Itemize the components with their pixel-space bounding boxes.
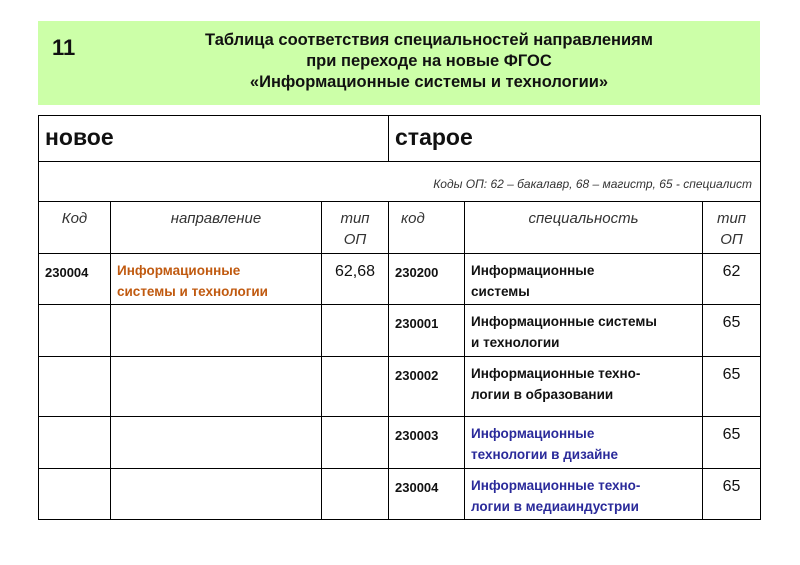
old-type: 65 <box>703 469 761 520</box>
old-specialty-line2: системы <box>471 284 530 299</box>
old-section-header: старое <box>389 116 761 162</box>
empty-cell <box>111 357 322 417</box>
col-header-type-new-line2: ОП <box>343 231 367 248</box>
col-header-type-new-line1: тип <box>340 210 370 227</box>
old-type: 65 <box>703 417 761 469</box>
page-title <box>98 30 760 93</box>
empty-cell <box>111 305 322 357</box>
old-type: 62 <box>703 254 761 305</box>
new-code: 230004 <box>39 254 111 305</box>
empty-cell <box>322 469 389 520</box>
old-specialty-name <box>465 254 703 305</box>
old-specialty-name <box>465 417 703 469</box>
new-section-header: новое <box>39 116 389 162</box>
empty-cell <box>111 469 322 520</box>
col-header-type-new <box>322 202 389 254</box>
col-header-direction: направление <box>111 202 322 254</box>
col-header-code-old: код <box>389 202 465 254</box>
empty-cell <box>322 417 389 469</box>
table-row <box>39 417 761 469</box>
old-code: 230004 <box>389 469 465 520</box>
old-specialty-line1: Информационные техно- <box>471 366 641 381</box>
empty-cell <box>111 417 322 469</box>
new-direction-line1: Информационные <box>117 263 241 278</box>
correspondence-table <box>38 115 761 520</box>
col-header-code-new: Код <box>39 202 111 254</box>
old-type: 65 <box>703 357 761 417</box>
title-banner <box>38 21 760 105</box>
title-line-2: при переходе на новые ФГОС <box>306 52 552 70</box>
col-header-type-old-line1: тип <box>716 210 747 227</box>
old-specialty-line2: логии в медиаиндустрии <box>471 499 639 514</box>
old-code: 230002 <box>389 357 465 417</box>
empty-cell <box>39 417 111 469</box>
title-line-3: «Информационные системы и технологии» <box>249 73 609 91</box>
old-specialty-line1: Информационные <box>471 263 595 278</box>
table-row <box>39 254 761 305</box>
old-specialty-line2: и технологии <box>471 335 560 350</box>
col-header-specialty: специальность <box>465 202 703 254</box>
table-row <box>39 469 761 520</box>
table-row <box>39 305 761 357</box>
old-specialty-name <box>465 357 703 417</box>
old-specialty-name <box>465 469 703 520</box>
new-direction-line2: системы и технологии <box>117 284 268 299</box>
empty-cell <box>39 469 111 520</box>
title-line-1: Таблица соответствия специальностей направлениям <box>205 31 653 49</box>
old-specialty-line1: Информационные системы <box>471 314 657 329</box>
old-code: 230001 <box>389 305 465 357</box>
empty-cell <box>322 357 389 417</box>
old-specialty-name <box>465 305 703 357</box>
empty-cell <box>39 357 111 417</box>
slide-number: 11 <box>52 35 76 60</box>
old-specialty-line2: технологии в дизайне <box>471 447 619 462</box>
old-code: 230003 <box>389 417 465 469</box>
col-header-type-old <box>703 202 761 254</box>
new-type: 62,68 <box>322 254 389 305</box>
old-specialty-line1: Информационные техно- <box>471 478 641 493</box>
col-header-type-old-line2: ОП <box>720 231 743 248</box>
empty-cell <box>39 305 111 357</box>
old-code: 230200 <box>389 254 465 305</box>
codes-note: Коды ОП: 62 – бакалавр, 68 – магистр, 65 - специалист <box>39 162 761 202</box>
new-direction-name <box>111 254 322 305</box>
old-specialty-line1: Информационные <box>471 426 595 441</box>
empty-cell <box>322 305 389 357</box>
old-specialty-line2: логии в образовании <box>471 387 614 402</box>
old-type: 65 <box>703 305 761 357</box>
table-row <box>39 357 761 417</box>
